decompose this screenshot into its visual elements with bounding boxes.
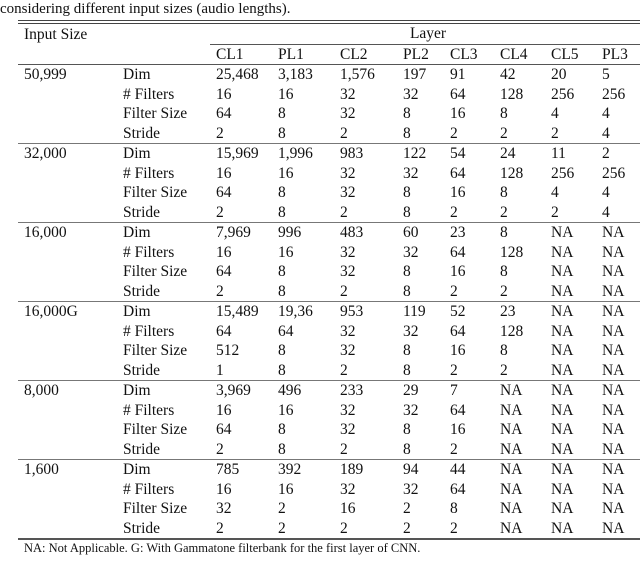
value-cell: 128 [500,243,524,261]
value-cell: 8 [403,203,411,221]
value-cell: 256 [551,85,575,103]
value-cell: 256 [551,164,575,182]
input-size-cell [18,183,117,203]
value-cell: 7,969 [210,223,272,243]
row-label: Dim [117,302,210,322]
value-cell: NA [602,243,625,261]
value-cell: NA [551,243,574,261]
input-size-cell [18,440,117,460]
value-cell: 8 [278,421,286,439]
value-cell: NA [500,440,523,458]
row-label: Stride [117,519,210,540]
value-cell: 64 [450,243,466,261]
value-cell: NA [551,282,574,300]
input-size-cell [18,499,117,519]
value-cell: NA [602,440,625,458]
row-label: # Filters [123,401,175,419]
value-cell: 3,183 [272,65,334,85]
value-cell: NA [500,480,523,498]
row-label: Stride [123,440,161,458]
header-col-cl2: CL2 [334,44,397,65]
table-row [18,104,640,124]
value-cell: 392 [272,460,334,480]
value-cell: 3,969 [210,381,272,401]
value-cell: 32 [340,342,356,360]
value-cell: 64 [450,322,466,340]
value-cell: 8 [403,421,411,439]
header-col-pl2: PL2 [397,44,444,65]
row-label: Stride [123,203,161,221]
value-cell: 64 [450,85,466,103]
value-cell: 29 [397,381,444,401]
row-label: Stride [123,282,161,300]
table-row [18,203,640,223]
table-row [18,420,640,440]
table-row [18,302,640,322]
value-cell: NA [494,519,545,540]
cnn-layer-table [18,20,640,540]
value-cell: 15,489 [210,302,272,322]
value-cell: 64 [216,421,232,439]
value-cell: 2 [450,203,458,221]
input-size-cell: 8,000 [18,381,117,401]
value-cell: 119 [397,302,444,322]
table-row [18,460,640,480]
input-size-cell [18,203,117,223]
value-cell: 16 [278,480,294,498]
value-cell: 4 [602,184,610,202]
value-cell: NA [602,263,625,281]
value-cell: NA [551,500,574,518]
value-cell: 256 [602,164,626,182]
value-cell: 2 [278,500,286,518]
table-row [18,361,640,381]
value-cell: 16 [216,401,232,419]
value-cell: 2 [596,144,640,164]
input-size-cell: 16,000G [18,302,117,322]
value-cell: 64 [216,105,232,123]
value-cell: NA [551,480,574,498]
header-col-cl4: CL4 [494,44,545,65]
header-blank [117,22,210,44]
value-cell: 8 [500,342,508,360]
value-cell: 2 [500,282,508,300]
value-cell: NA [551,440,574,458]
table-row [18,223,640,243]
value-cell: 64 [216,184,232,202]
input-size-cell [18,480,117,500]
value-cell: 11 [545,144,596,164]
header-col-pl1: PL1 [272,44,334,65]
value-cell: 91 [444,65,494,85]
header-blank [18,44,117,65]
value-cell: 8 [403,440,411,458]
value-cell: 16 [216,243,232,261]
value-cell: NA [500,500,523,518]
value-cell: 8 [403,282,411,300]
value-cell: 32 [403,85,419,103]
value-cell: 1 [216,361,224,379]
row-label: # Filters [123,243,175,261]
value-cell: 16 [450,263,466,281]
value-cell: 785 [210,460,272,480]
value-cell: 496 [272,381,334,401]
value-cell: 4 [602,124,610,142]
value-cell: 8 [450,500,458,518]
table-row [18,480,640,500]
value-cell: NA [596,223,640,243]
value-cell: NA [545,381,596,401]
input-size-cell: 50,999 [18,65,117,85]
value-cell: NA [602,282,625,300]
row-label: # Filters [123,322,175,340]
value-cell: 15,969 [210,144,272,164]
value-cell: NA [596,381,640,401]
value-cell: 23 [444,223,494,243]
value-cell: 16 [450,184,466,202]
input-size-cell [18,420,117,440]
value-cell: 42 [494,65,545,85]
value-cell: 2 [450,124,458,142]
row-label: # Filters [123,480,175,498]
table-row [18,381,640,401]
value-cell: NA [551,401,574,419]
value-cell: 189 [334,460,397,480]
value-cell: 2 [450,282,458,300]
value-cell: 16 [216,480,232,498]
table-row [18,183,640,203]
value-cell: 32 [340,263,356,281]
table-row [18,164,640,184]
value-cell: 996 [272,223,334,243]
input-size-cell [18,124,117,144]
value-cell: NA [602,480,625,498]
value-cell: 60 [397,223,444,243]
value-cell: 25,468 [210,65,272,85]
value-cell: 128 [500,85,524,103]
value-cell: 8 [403,361,411,379]
value-cell: 2 [210,519,272,540]
value-cell: 2 [340,124,348,142]
row-label: Filter Size [123,263,188,281]
input-size-cell: 1,600 [18,460,117,480]
table-row [18,519,640,540]
input-size-cell [18,243,117,263]
header-layer: Layer [210,22,640,44]
value-cell: 512 [216,342,240,360]
value-cell: 16 [278,401,294,419]
table-row [18,85,640,105]
value-cell: 16 [450,342,466,360]
input-size-cell [18,341,117,361]
value-cell: 8 [500,263,508,281]
value-cell: NA [602,322,625,340]
header-blank [117,44,210,65]
value-cell: NA [602,342,625,360]
value-cell: 4 [551,105,559,123]
value-cell: 8 [278,263,286,281]
input-size-cell [18,519,117,540]
value-cell: 54 [444,144,494,164]
value-cell: NA [596,519,640,540]
value-cell: 64 [450,164,466,182]
value-cell: 4 [602,203,610,221]
input-size-cell [18,85,117,105]
table-row [18,243,640,263]
value-cell: NA [551,361,574,379]
value-cell: 32 [340,421,356,439]
value-cell: 953 [334,302,397,322]
row-label: Filter Size [123,421,188,439]
value-cell: 23 [494,302,545,322]
value-cell: 8 [494,223,545,243]
value-cell: 2 [340,361,348,379]
value-cell: NA [500,401,523,419]
table-row [18,65,640,85]
value-cell: 16 [278,85,294,103]
value-cell: 24 [494,144,545,164]
input-size-cell [18,104,117,124]
input-size-cell [18,361,117,381]
value-cell: 64 [216,263,232,281]
value-cell: 32 [340,480,356,498]
row-label: Dim [117,460,210,480]
input-size-cell [18,401,117,421]
value-cell: 8 [500,184,508,202]
value-cell: 2 [216,282,224,300]
value-cell: 2 [551,124,559,142]
value-cell: 2 [500,124,508,142]
table-row [18,282,640,302]
value-cell: 32 [340,164,356,182]
value-cell: 8 [278,282,286,300]
input-size-cell [18,164,117,184]
value-cell: 8 [278,203,286,221]
input-size-cell [18,262,117,282]
value-cell: 64 [216,322,232,340]
value-cell: 16 [278,164,294,182]
value-cell: 64 [278,322,294,340]
value-cell: 32 [403,243,419,261]
row-label: # Filters [123,85,175,103]
value-cell: NA [494,381,545,401]
value-cell: 16 [450,105,466,123]
row-label: Stride [123,361,161,379]
value-cell: 32 [403,322,419,340]
value-cell: 128 [500,164,524,182]
value-cell: NA [545,223,596,243]
value-cell: NA [602,361,625,379]
value-cell: 983 [334,144,397,164]
value-cell: 32 [340,322,356,340]
value-cell: 32 [340,184,356,202]
value-cell: 233 [334,381,397,401]
header-col-cl3: CL3 [444,44,494,65]
value-cell: 2 [500,203,508,221]
header-input-size: Input Size [18,22,117,44]
value-cell: 1,576 [334,65,397,85]
value-cell: 128 [500,322,524,340]
value-cell: 2 [450,361,458,379]
value-cell: 52 [444,302,494,322]
value-cell: 2 [551,203,559,221]
value-cell: NA [602,421,625,439]
header-col-pl3: PL3 [596,44,640,65]
value-cell: 197 [397,65,444,85]
table-row [18,144,640,164]
table-row [18,499,640,519]
value-cell: NA [545,460,596,480]
value-cell: 5 [596,65,640,85]
value-cell: 4 [602,105,610,123]
value-cell: 32 [216,500,232,518]
value-cell: 8 [278,184,286,202]
value-cell: 16 [216,85,232,103]
table-row [18,322,640,342]
value-cell: 32 [403,480,419,498]
row-label: Dim [117,223,210,243]
header-col-cl5: CL5 [545,44,596,65]
value-cell: 32 [340,401,356,419]
value-cell: 16 [278,243,294,261]
value-cell: 2 [216,440,224,458]
value-cell: 2 [397,519,444,540]
row-label: Dim [117,144,210,164]
value-cell: 8 [500,105,508,123]
value-cell: NA [551,263,574,281]
value-cell: NA [494,460,545,480]
value-cell: 64 [450,401,466,419]
value-cell: 2 [500,361,508,379]
value-cell: 4 [551,184,559,202]
value-cell: 2 [216,203,224,221]
input-size-cell [18,282,117,302]
value-cell: 32 [403,401,419,419]
value-cell: NA [551,421,574,439]
value-cell: 8 [278,105,286,123]
value-cell: NA [551,322,574,340]
table-row [18,262,640,282]
value-cell: 2 [444,519,494,540]
row-label: Dim [117,65,210,85]
table-caption: considering different input sizes (audio lengths). [0,1,291,17]
value-cell: 2 [340,203,348,221]
value-cell: 32 [340,105,356,123]
value-cell: 8 [403,184,411,202]
value-cell: 44 [444,460,494,480]
table-row [18,124,640,144]
value-cell: 32 [340,243,356,261]
value-cell: 483 [334,223,397,243]
input-size-cell: 16,000 [18,223,117,243]
row-label: Filter Size [123,342,188,360]
value-cell: 1,996 [272,144,334,164]
value-cell: 2 [216,124,224,142]
table-footnote: NA: Not Applicable. G: With Gammatone filterbank for the first layer of CNN. [24,541,421,555]
value-cell: 94 [397,460,444,480]
table-row [18,341,640,361]
value-cell: NA [602,500,625,518]
row-label: Stride [123,124,161,142]
value-cell: 8 [403,342,411,360]
table-row [18,401,640,421]
value-cell: 7 [444,381,494,401]
row-label: Filter Size [123,184,188,202]
row-label: Filter Size [123,500,188,518]
row-label: # Filters [123,164,175,182]
value-cell: 8 [403,124,411,142]
value-cell: 2 [450,440,458,458]
row-label: Filter Size [123,105,188,123]
value-cell: NA [596,460,640,480]
value-cell: 8 [278,361,286,379]
value-cell: NA [602,401,625,419]
value-cell: 2 [340,440,348,458]
value-cell: NA [545,519,596,540]
value-cell: NA [500,421,523,439]
table-row [18,440,640,460]
value-cell: 122 [397,144,444,164]
value-cell: 256 [602,85,626,103]
value-cell: 16 [450,421,466,439]
value-cell: 16 [340,500,356,518]
value-cell: NA [551,342,574,360]
value-cell: NA [545,302,596,322]
value-cell: 8 [403,105,411,123]
value-cell: 8 [403,263,411,281]
value-cell: 2 [403,500,411,518]
value-cell: 16 [216,164,232,182]
header-col-cl1: CL1 [210,44,272,65]
value-cell: 8 [278,342,286,360]
value-cell: 2 [340,282,348,300]
value-cell: 8 [278,124,286,142]
value-cell: 19,36 [272,302,334,322]
value-cell: 8 [278,440,286,458]
value-cell: 32 [340,85,356,103]
value-cell: 64 [450,480,466,498]
value-cell: 2 [272,519,334,540]
input-size-cell [18,322,117,342]
value-cell: 20 [545,65,596,85]
value-cell: NA [596,302,640,322]
value-cell: 32 [403,164,419,182]
input-size-cell: 32,000 [18,144,117,164]
value-cell: 2 [334,519,397,540]
row-label: Dim [117,381,210,401]
